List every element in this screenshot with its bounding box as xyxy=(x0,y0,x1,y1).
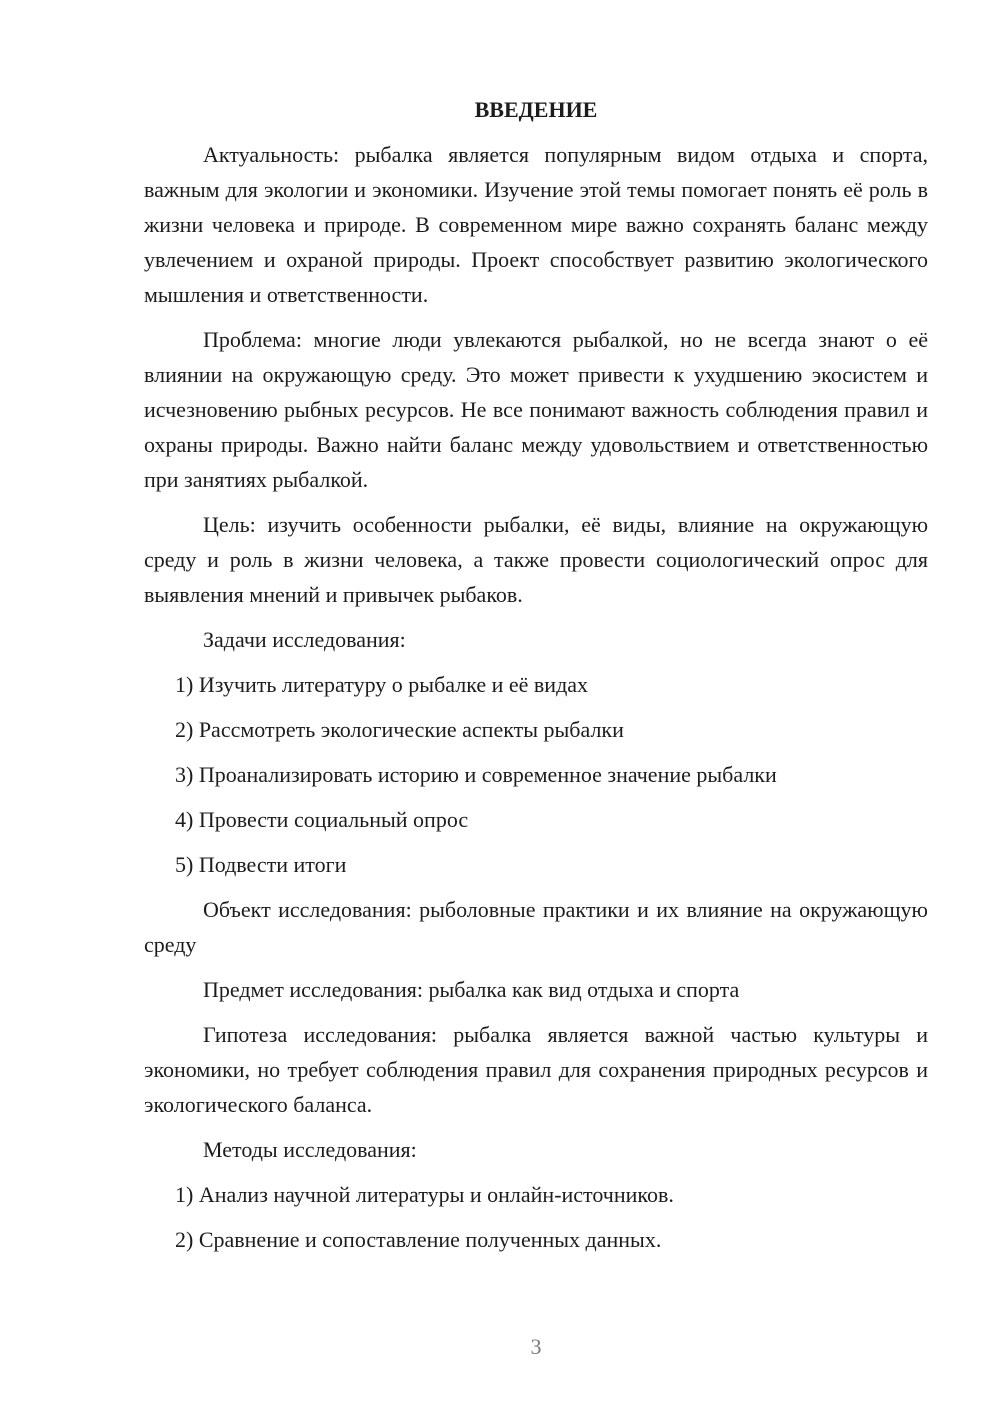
tasks-heading: Задачи исследования: xyxy=(203,627,406,652)
section-title: ВВЕДЕНИЕ xyxy=(474,97,598,122)
task-item: 1) Изучить литературу о рыбалке и её видах xyxy=(175,672,589,697)
page-body xyxy=(144,92,928,1258)
object-paragraph: Объект исследования: рыболовные практики и их влияние на окружающую среду xyxy=(144,897,928,957)
task-item: 4) Провести социальный опрос xyxy=(175,807,469,832)
goal-paragraph: Цель: изучить особенности рыбалки, её виды, влияние на окружающую среду и роль в жизни человека, а также провести социологический опрос для выявления мнений и привычек рыбаков. xyxy=(144,512,928,607)
page-number: 3 xyxy=(530,1334,542,1359)
method-item: 1) Анализ научной литературы и онлайн-источников. xyxy=(175,1182,674,1207)
problem-paragraph: Проблема: многие люди увлекаются рыбалкой, но не всегда знают о её влиянии на окружающую среду. Это может привести к ухудшению экосистем и исчезновению рыбных ресурсов. Не все понимают важность соблюдения правил и охраны природы. Важно найти баланс между удовольствием и ответственностью при занятиях рыбалкой. xyxy=(144,327,928,492)
task-item: 2) Рассмотреть экологические аспекты рыбалки xyxy=(175,717,624,742)
subject-paragraph: Предмет исследования: рыбалка как вид отдыха и спорта xyxy=(203,977,740,1002)
relevance-paragraph: Актуальность: рыбалка является популярным видом отдыха и спорта, важным для экологии и экономики. Изучение этой темы помогает понять её роль в жизни человека и природе. В современном мире важно сохранять баланс между увлечением и охраной природы. Проект способствует развитию экологического мышления и ответственности. xyxy=(144,142,928,307)
task-item: 3) Проанализировать историю и современное значение рыбалки xyxy=(175,762,777,787)
task-item: 5) Подвести итоги xyxy=(175,852,347,877)
method-item: 2) Сравнение и сопоставление полученных данных. xyxy=(175,1227,662,1252)
hypothesis-paragraph: Гипотеза исследования: рыбалка является важной частью культуры и экономики, но требует соблюдения правил для сохранения природных ресурсов и экологического баланса. xyxy=(144,1022,928,1117)
methods-heading: Методы исследования: xyxy=(203,1137,417,1162)
